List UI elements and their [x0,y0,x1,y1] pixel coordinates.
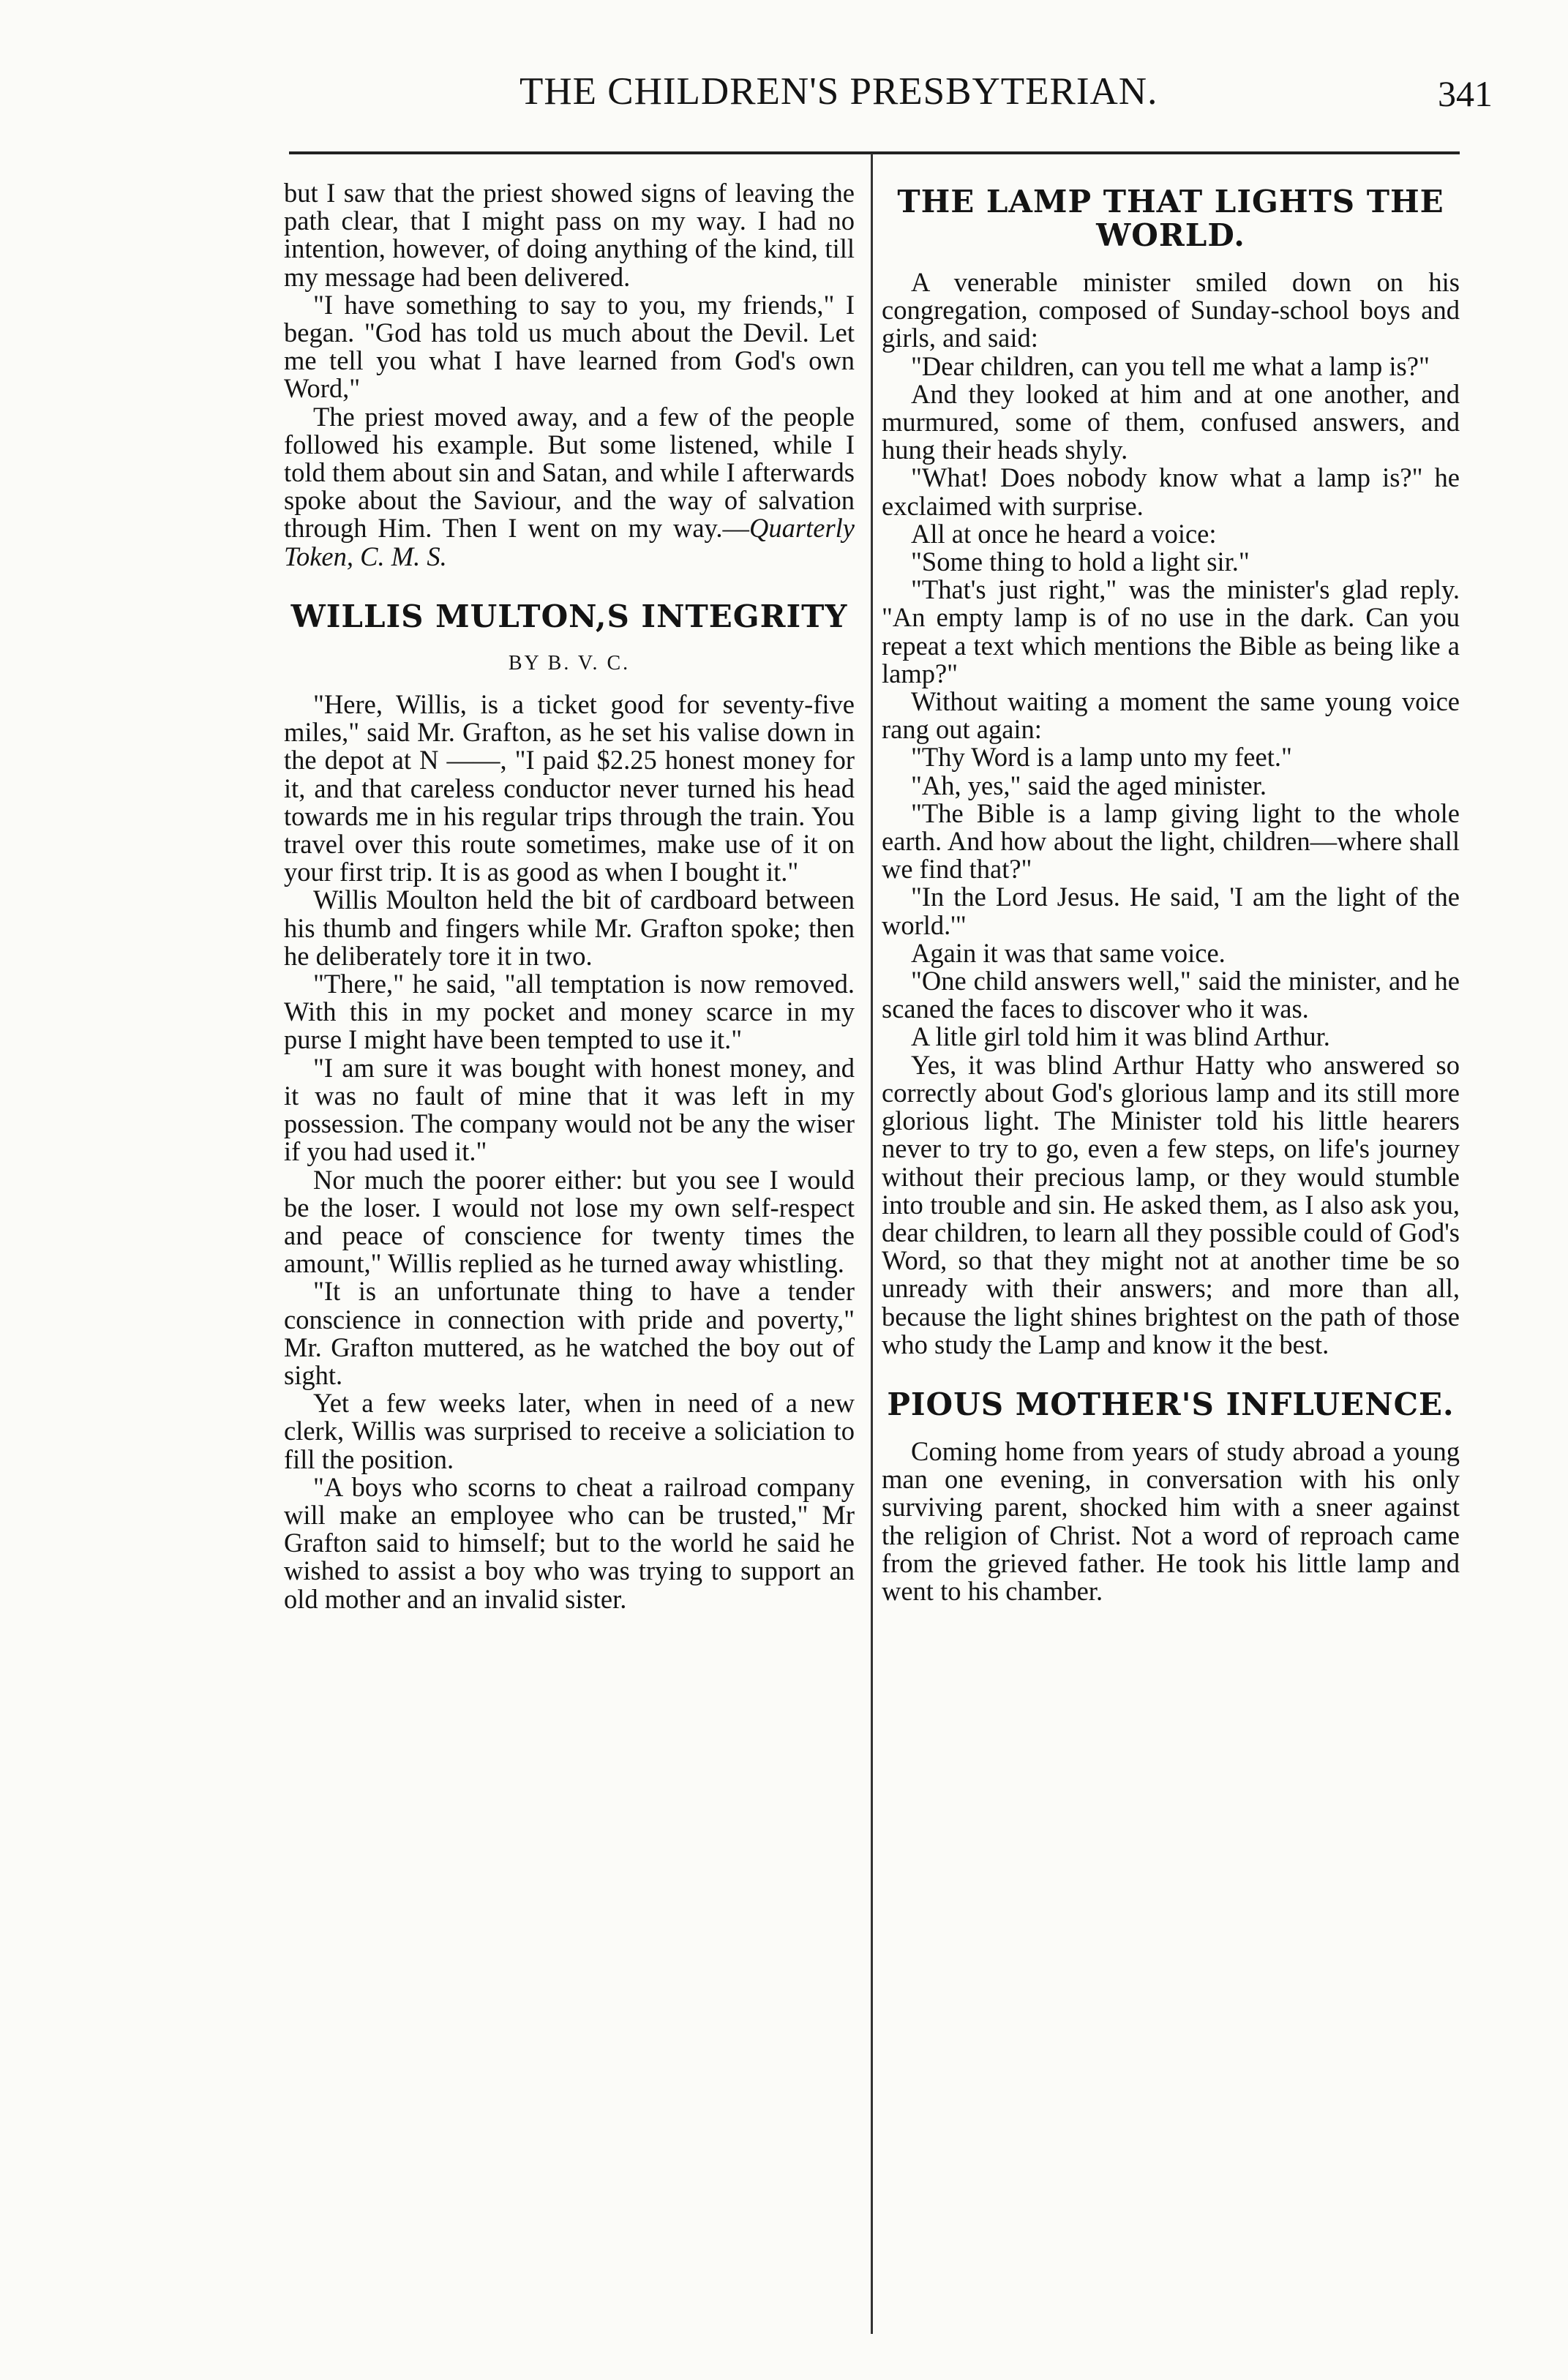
paragraph: "In the Lord Jesus. He said, 'I am the light of the world.'" [882,882,1460,940]
paragraph: Coming home from years of study abroad a young man one evening, in conversation with his only surviving parent, shocked him with a sneer against the religion of Christ. Not a word of reproach came from the grieved father. He took his little lamp and went to his chamber. [882,1435,1460,1606]
paragraph: "Thy Word is a lamp unto my feet." [911,742,1292,773]
paragraph: Willis Moulton held the bit of cardboard between his thumb and fingers while Mr. Grafton spoke; then he deliberately tore it in two. [284,885,855,971]
article-title: PIOUS MOTHER'S INFLUENCE. [887,1386,1455,1422]
paragraph: "That's just right," was the minister's glad reply. "An empty lamp is of no use in the dark. Can you repeat a text which mentions the Bible as being like a lamp?" [882,574,1460,688]
paragraph: Again it was that same voice. [911,937,1226,968]
paragraph: "There," he said, "all temptation is now removed. With this in my pocket and money scarce in my purse I might have been tempted to use it." [284,969,855,1055]
paragraph: Yes, it was blind Arthur Hatty who answered so correctly about God's glorious lamp and its still more glorious light. The Minister told his little hearers never to try to go, even a few steps, on life's journey without their precious lamp, or they would stumble into trouble and sin. He asked them, as I also ask you, dear children, to learn all they possible could of God's Word, so that they might not at another time be so unready with their answers; and more than all, because the light shines brightest on the path of those who study the Lamp and know it the best. [882,1049,1460,1359]
article-byline: BY B. V. C. [508,651,631,675]
right-column [882,179,1460,1605]
paragraph: "The Bible is a lamp giving light to the whole earth. And how about the light, children—where shall we find that?" [882,797,1460,885]
paragraph: "I have something to say to you, my friends," I began. "God has told us much about the Devil. Let me tell you what I have learned from God's own Word," [284,289,855,404]
paragraph: "Ah, yes," said the aged minister. [911,770,1267,800]
source-attribution: Quarterly Token, C. M. S. [284,513,855,571]
article-title: WILLIS MULTON,S INTEGRITY [290,598,848,634]
paragraph: Nor much the poorer either: but you see I would be the loser. I would not lose my own self-respect and peace of conscience for twenty times the amount," Willis replied as he turned away whistling. [284,1164,855,1279]
paragraph: "Dear children, can you tell me what a lamp is?" [911,350,1430,381]
paragraph: A litle girl told him it was blind Arthur. [911,1021,1330,1052]
paragraph: Without waiting a moment the same young voice rang out again: [882,686,1460,745]
paragraph: And they looked at him and at one another, and murmured, some of them, confused answers, and hung their heads shyly. [882,378,1460,465]
article-title: THE LAMP THAT LIGHTS THE WORLD. [897,184,1444,253]
paragraph: "Here, Willis, is a ticket good for seventy-five miles," said Mr. Grafton, as he set his valise down in the depot at N ——, "I paid $2.25 honest money for it, and that careless conductor never turned his head towards me in his regular trips through the train. You travel over this route sometimes, make use of it on your first trip. It is as good as when I bought it." [284,689,855,887]
left-column [284,179,855,1613]
running-title: THE CHILDREN'S PRESBYTERIAN. [519,70,1158,113]
paragraph: "I am sure it was bought with honest money, and it was no fault of mine that it was left in my possession. The company would not be any the wiser if you had used it." [284,1052,855,1167]
paragraph: "One child answers well," said the minister, and he scaned the faces to discover who it was. [882,966,1460,1024]
paragraph: A venerable minister smiled down on his congregation, composed of Sunday-school boys and girls, and said: [882,267,1460,353]
paragraph: The priest moved away, and a few of the people followed his example. But some listened, while I told them about sin and Satan, and while I afterwards spoke about the Saviour, and the way of salvation through Him. Then I went on my way.—Quarterly Token, C. M. S. [284,401,855,571]
paragraph: "What! Does nobody know what a lamp is?" he exclaimed with surprise. [882,462,1460,521]
paragraph: "It is an unfortunate thing to have a tender conscience in connection with pride and poverty," Mr. Grafton muttered, as he watched the boy out of sight. [284,1276,855,1390]
header-rule [289,151,1460,154]
column-divider [871,154,873,2334]
paragraph: All at once he heard a voice: [911,518,1217,549]
page-number: 341 [1438,73,1493,114]
paragraph: Yet a few weeks later, when in need of a new clerk, Willis was surprised to receive a soliciation to fill the position. [284,1388,855,1474]
paragraph: "A boys who scorns to cheat a railroad company will make an employee who can be trusted," Mr Grafton said to himself; but to the world he said he wished to assist a boy who was trying to support an old mother and an invalid sister. [284,1471,855,1614]
paragraph: but I saw that the priest showed signs of leaving the path clear, that I might pass on my way. I had no intention, however, of doing anything of the kind, till my message had been delivered. [284,178,855,292]
paragraph: "Some thing to hold a light sir." [911,547,1250,577]
page-header [278,70,1493,135]
